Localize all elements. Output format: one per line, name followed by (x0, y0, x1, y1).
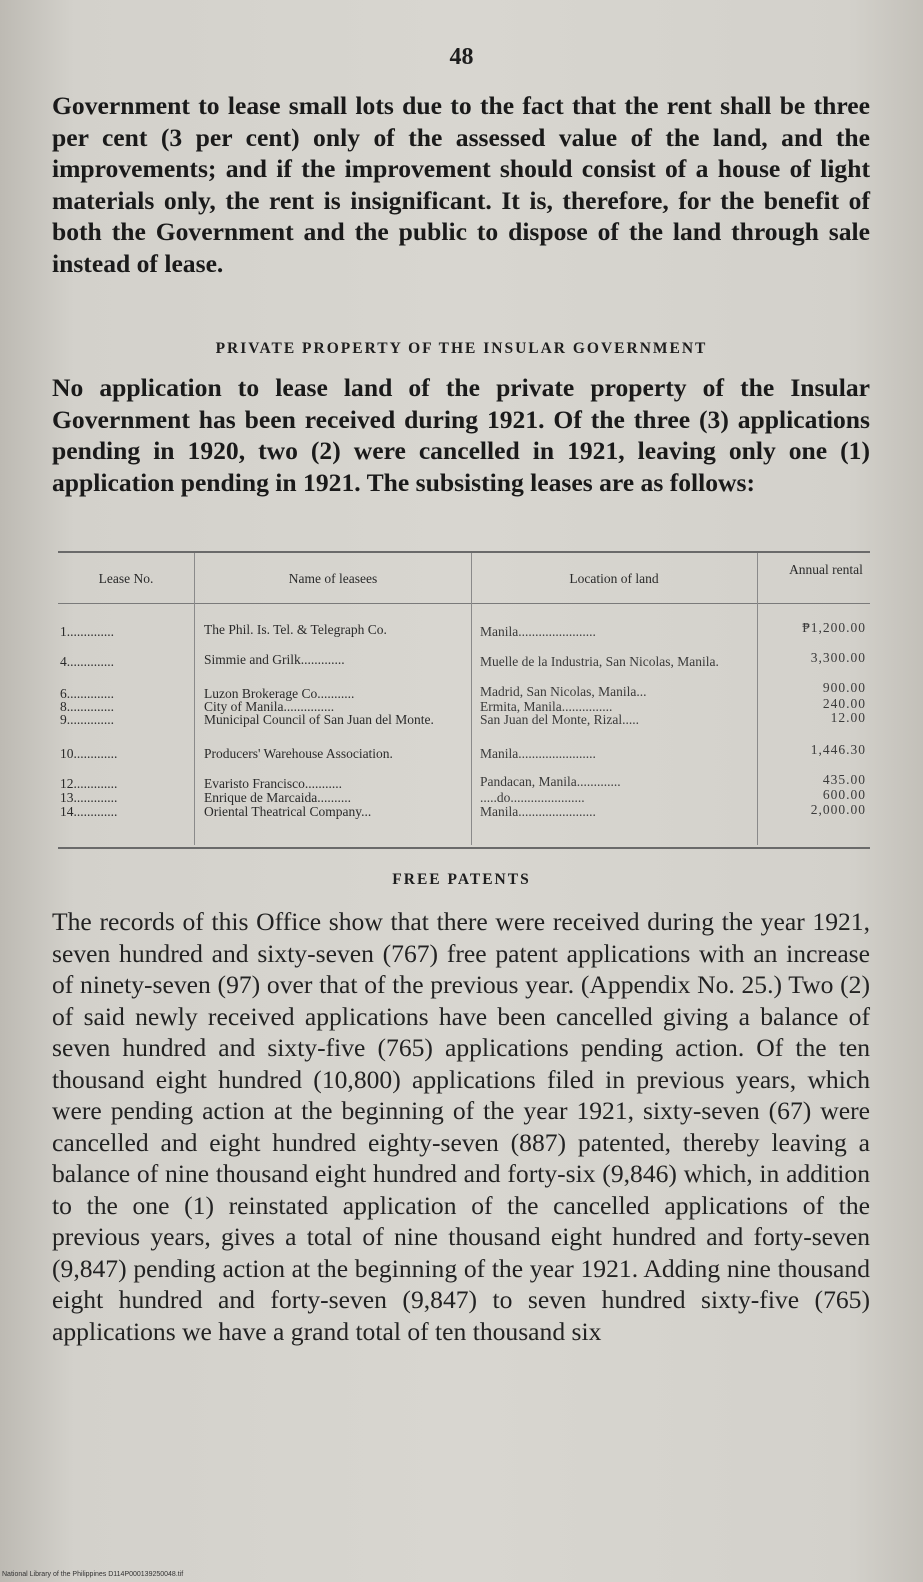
row-3-lease-no: 6.............. (60, 686, 114, 701)
paragraph-free-patents: The records of this Office show that there were received during the year 1921, seven hundred and sixty-seven (767) free patent applications with an increase of ninety-seven (97) over that of the previous year. (Appendix No. 25.) Two (2) of said newly received applications have been cancelled giving a balance of seven hundred and sixty-five (765) applications pending action. Of the ten thousand eight hundred (10,800) applications filed in previous years, which were pending action at the beginning of the year 1921, sixty-seven (67) were cancelled and eight hundred eighty-seven (887) patented, thereby leaving a balance of nine thousand eight hundred and forty-six (9,846) which, in addition to the one (1) reinstated application of the cancelled applications of the previous years, gives a total of nine thousand eight hundred and forty-seven (9,847) pending action at the beginning of the year 1921. Adding nine thousand eight hundred and forty-seven (9,847) to seven hundred sixty-five (765) applications we have a grand total of ten thousand six (52, 907, 870, 1346)
page-number: 48 (449, 44, 474, 70)
paragraph-lease-small-lots: Government to lease small lots due to the fact that the rent shall be three per cent (3 per cent) only of the assessed value of the land, and the improvements; and if the improvement should consist of a house of light materials only, the rent is insignificant. It is, therefore, for the benefit of both the Government and the public to dispose of the land through sale instead of lease. (52, 91, 870, 278)
column-divider (194, 553, 195, 845)
row-4-lease-no: 8.............. (60, 699, 114, 714)
row-1-lease-no: 1.............. (60, 624, 114, 639)
row-9-name: Oriental Theatrical Company... (204, 804, 372, 819)
row-1-location: Manila....................... (480, 624, 596, 639)
row-5-lease-no: 9.............. (60, 712, 114, 727)
row-1-name: The Phil. Is. Tel. & Telegraph Co. (204, 622, 387, 637)
row-2-rental: 3,300.00 (810, 650, 866, 665)
header-lease-no: Lease No. (98, 571, 154, 586)
row-2-name: Simmie and Grilk............. (204, 652, 345, 667)
row-2-location: Muelle de la Industria, San Nicolas, Manila. (480, 654, 719, 669)
row-6-rental: 1,446.30 (810, 742, 866, 757)
row-7-location: Pandacan, Manila............. (480, 774, 621, 789)
row-8-lease-no: 13............. (60, 790, 118, 805)
header-location-of-land: Location of land (569, 571, 659, 586)
row-5-location: San Juan del Monte, Rizal..... (480, 712, 639, 727)
row-3-name: Luzon Brokerage Co........... (204, 686, 355, 701)
row-8-rental: 600.00 (822, 787, 866, 802)
row-2-lease-no: 4.............. (60, 654, 114, 669)
column-divider (471, 553, 472, 845)
row-9-lease-no: 14............. (60, 804, 118, 819)
row-7-rental: 435.00 (822, 772, 866, 787)
row-6-name: Producers' Warehouse Association. (204, 746, 393, 761)
heading-private-property: PRIVATE PROPERTY OF THE INSULAR GOVERNMENT (215, 340, 708, 357)
row-3-location: Madrid, San Nicolas, Manila... (480, 684, 647, 699)
row-5-name: Municipal Council of San Juan del Monte. (204, 712, 434, 727)
header-annual-rental: Annual rental (789, 562, 863, 577)
row-8-name: Enrique de Marcaida.......... (204, 790, 351, 805)
row-4-location: Ermita, Manila............... (480, 699, 613, 714)
row-7-lease-no: 12............. (60, 776, 118, 791)
row-3-rental: 900.00 (822, 680, 866, 695)
row-1-rental: ₱1,200.00 (802, 620, 866, 635)
row-9-rental: 2,000.00 (810, 802, 866, 817)
leases-table-header (58, 553, 870, 604)
row-7-name: Evaristo Francisco........... (204, 776, 342, 791)
row-4-name: City of Manila............... (204, 699, 335, 714)
paragraph-no-application: No application to lease land of the private property of the Insular Government has been received during 1921. Of the three (3) applications pending in 1920, two (2) were cancelled in 1921, leaving only one (1) application pending in 1921. The subsisting leases are as follows: (52, 373, 870, 497)
row-4-rental: 240.00 (822, 696, 866, 711)
footer-source-label: National Library of the Philippines D114P000139250048.tif (2, 1571, 184, 1578)
row-5-rental: 12.00 (830, 710, 866, 725)
row-6-location: Manila....................... (480, 746, 596, 761)
leases-table (58, 551, 870, 849)
heading-free-patents: FREE PATENTS (392, 871, 531, 888)
column-divider (757, 553, 758, 845)
row-6-lease-no: 10............. (60, 746, 118, 761)
header-name-of-leasees: Name of leasees (288, 571, 378, 586)
row-9-location: Manila....................... (480, 804, 596, 819)
row-8-location: .....do...................... (480, 790, 585, 805)
